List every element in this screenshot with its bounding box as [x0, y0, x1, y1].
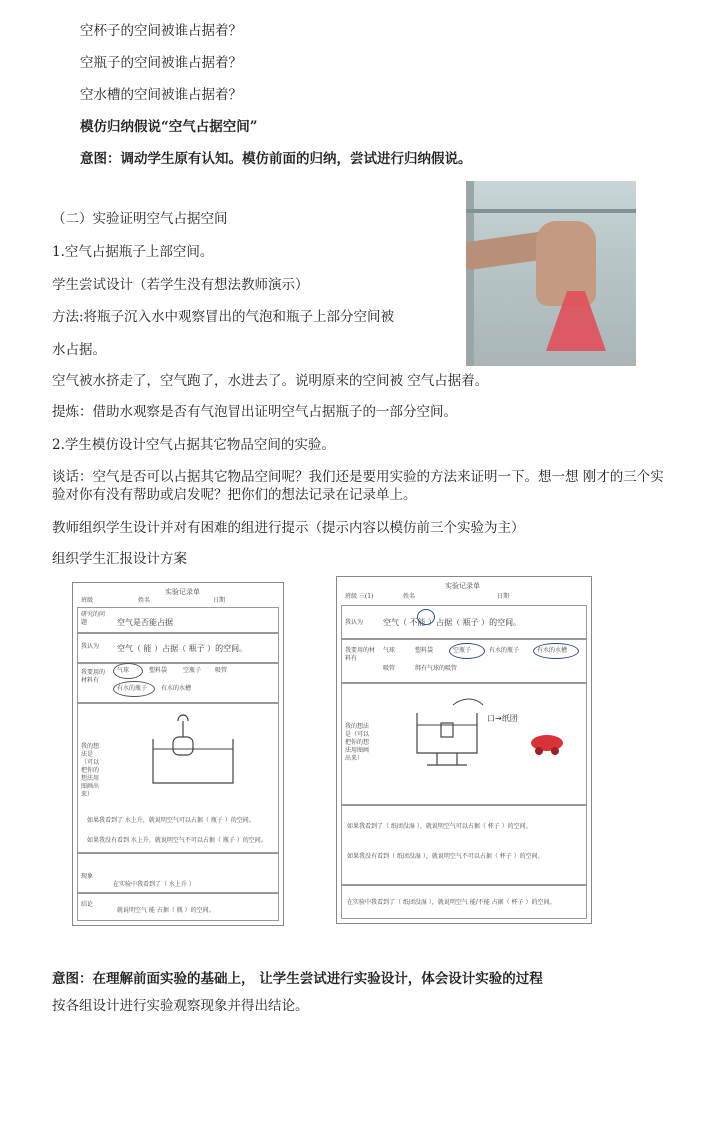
if-see: 如果我看到了 水上升，就说明空气可以占据（ 瓶子 ）的空间。	[87, 817, 255, 824]
row-text: 就说明空气 能 占据（ 瓶 ）的空间。	[117, 907, 215, 914]
header-class: 班级 三(1)	[345, 593, 374, 600]
material-item: 空瓶子	[183, 667, 202, 674]
question-bottle: 空瓶子的空间被谁占据着？	[80, 55, 242, 71]
worksheet-left	[72, 582, 284, 926]
item-1: 1.空气占据瓶子上部空间。	[52, 244, 214, 260]
row-question	[77, 607, 279, 633]
circle-mark	[533, 643, 579, 659]
material-item: 吸管	[383, 665, 396, 672]
row-label: 我认为	[345, 619, 364, 626]
hypothesis-heading: 模仿归纳假说“空气占据空间”	[80, 119, 258, 135]
material-item: 有水的瓶子	[117, 685, 148, 692]
header-date: 日期	[213, 597, 226, 604]
talk-paragraph: 谈话：空气是否可以占据其它物品空间呢？我们还是要用实验的方法来证明一下。想一想 刚才的三个实验对你有没有帮助或启发呢？把你们的想法记录在记录单上。	[52, 469, 664, 503]
row-hypothesis	[341, 805, 587, 885]
idea-note: 口→纸团	[487, 714, 518, 723]
section-title: （二）实验证明空气占据空间	[52, 211, 228, 227]
report-note: 组织学生汇报设计方案	[52, 551, 187, 567]
material-item: 气球	[117, 667, 130, 674]
material-item: 空瓶子	[453, 647, 472, 654]
material-item: 塑料袋	[415, 647, 434, 654]
row-label: 现象	[81, 873, 94, 880]
refinement: 提炼：借助水观察是否有气泡冒出证明空气占据瓶子的一部分空间。	[52, 404, 457, 420]
row-label: 研究的问题	[81, 611, 106, 626]
material-item: 绑有气球的吸管	[415, 665, 458, 672]
if-not-see: 如果我没有看到 水上升，就说明空气不可以占据（ 瓶子 ）的空间。	[87, 837, 267, 844]
material-item: 气球	[383, 647, 396, 654]
method-line-2: 水占据。	[52, 342, 106, 358]
row-text: 空气是否能占据	[117, 618, 173, 627]
header-name: 姓名	[138, 597, 151, 604]
header-name: 姓名	[403, 593, 416, 600]
teacher-note: 教师组织学生设计并对有困难的组进行提示（提示内容以模仿前三个实验为主）	[52, 520, 525, 536]
row-materials	[77, 663, 279, 703]
tank-sketch	[397, 693, 577, 773]
material-item: 塑料袋	[149, 667, 168, 674]
circle-mark	[449, 643, 485, 659]
row-label: 我的想法是（可以把你的想法用图画出来）	[81, 743, 100, 798]
row-label: 结论	[81, 901, 94, 908]
student-design: 学生尝试设计（若学生没有想法教师演示）	[52, 277, 309, 293]
material-item: 有水的水槽	[537, 647, 568, 654]
circle-mark	[417, 609, 435, 625]
if-not-see: 如果我没有看到（ 纸团没湿 ），就说明空气不可以占据（ 杯子 ）的空间。	[347, 853, 544, 860]
row-label: 我的想法是（可以把你的想法用图画出来）	[345, 723, 370, 762]
row-text: 空气（ 能 ）占据（ 瓶子 ）的空间。	[117, 644, 248, 653]
row-text: 在实验中我看到了（ 水上升 ）	[113, 881, 195, 888]
row-label: 我认为	[81, 643, 100, 650]
explanation: 空气被水挤走了，空气跑了，水进去了。说明原来的空间被 空气占据着。	[52, 373, 489, 389]
row-label: 我要用的材料有	[81, 669, 106, 684]
material-item: 有水的水槽	[161, 685, 192, 692]
header-date: 日期	[497, 593, 510, 600]
material-item: 有水的瓶子	[489, 647, 520, 654]
experiment-photo	[466, 181, 636, 366]
circle-mark	[113, 681, 155, 697]
worksheet-right	[336, 576, 592, 924]
final-note: 按各组设计进行实验观察现象并得出结论。	[52, 998, 309, 1014]
method-line-1: 方法:将瓶子沉入水中观察冒出的气泡和瓶子上部分空间被	[52, 309, 395, 325]
intent-note-2: 意图：在理解前面实验的基础上， 让学生尝试进行实验设计，体会设计实验的过程	[52, 971, 543, 987]
row-text: 在实验中我看到了（ 纸团没湿 ），就说明空气 能/不能 占据（ 杯子 ）的空间。	[347, 899, 556, 906]
question-cup: 空杯子的空间被谁占据着？	[80, 23, 242, 39]
row-text: 空气（ 不能 ）占据（ 瓶子 ）的空间。	[383, 618, 522, 627]
if-see: 如果我看到了（ 纸团没湿 ），就说明空气可以占据（ 杯子 ）的空间。	[347, 823, 532, 830]
circle-mark	[113, 663, 143, 679]
worksheet-title: 实验记录单	[445, 582, 480, 590]
row-label: 我要用的材料有	[345, 647, 376, 662]
bottle-sketch	[143, 709, 253, 789]
header-class: 班级	[81, 597, 94, 604]
intent-note-1: 意图：调动学生原有认知。模仿前面的归纳，尝试进行归纳假说。	[80, 151, 472, 167]
worksheet-title: 实验记录单	[165, 588, 200, 596]
question-tank: 空水槽的空间被谁占据着？	[80, 87, 242, 103]
material-item: 吸管	[215, 667, 228, 674]
item-2: 2.学生模仿设计空气占据其它物品空间的实验。	[52, 437, 335, 453]
